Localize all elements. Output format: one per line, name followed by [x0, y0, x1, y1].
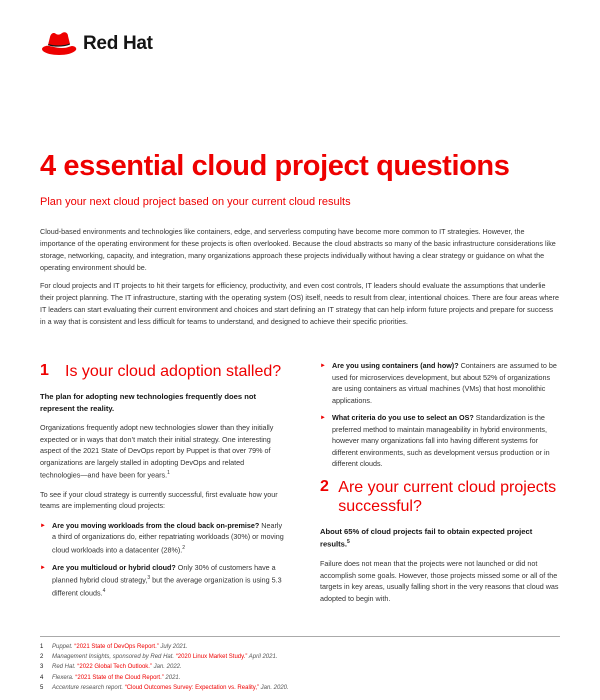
footnote-link[interactable]: “2021 State of DevOps Report.” [74, 644, 159, 650]
footnote: 5 Accenture research report. “Cloud Outcomes Survey: Expectation vs. Reality,” Jan. 2020. [40, 684, 289, 691]
list-item: ► Are you moving workloads from the cloud back on-premise? Nearly a third of organizations do, either repatriating workloads (30%) or moving cloud workloads into a datacenter (28%).$^2$ [40, 520, 284, 555]
footnote-ref: 5 [347, 539, 350, 545]
intro-paragraph: For cloud projects and IT projects to hit their targets for efficiency, productivity, and even cost controls, IT leaders should evaluate the assumptions that underlie their project planning. The IT infrastructure, starting with the operating system (OS) itself, needs to result from clear, intentional choices. There are four areas where IT leaders can start evaluating their current environment and choices and start defining an IT strategy that can help inform future projects and prepare for success in a way that is consistent and less difficult for teams to understand, and designed to achieve their specific priorities. [40, 281, 559, 326]
section-number: 2 [320, 477, 329, 495]
footnote: 2 Management Insights, sponsored by Red Hat. “2020 Linux Market Study.” April 2021. [40, 654, 278, 661]
bullet-icon: ► [320, 415, 326, 421]
bullet-list [40, 520, 285, 599]
footnote-ref: 2 [182, 544, 186, 551]
footnote-ref: 1 [167, 470, 170, 476]
bullet-icon: ► [320, 363, 326, 369]
section-paragraph: To see if your cloud strategy is currently successful, first evaluate how your teams are implementing cloud projects: [40, 489, 278, 511]
footnote: 1 Puppet. “2021 State of DevOps Report.” July 2021. [40, 644, 188, 650]
section-1 [40, 362, 285, 605]
page-subtitle: Plan your next cloud project based on your current cloud results [40, 196, 351, 208]
section-paragraph: Organizations frequently adopt new technologies slower than they initially expected or in ways that don’t match their initial strategy. One interesting aspect of the 2021 State of DevOps report by Puppet is that over 79% of organizations are largely stalled in adopting DevOps and related technologies—and have been for years.$^1$ [40, 423, 274, 480]
list-item: ► Are you using containers (and how)? Containers are assumed to be used for microservices development, but about 52% of organizations are using containers as virtual machines (VMs) that host monolithic applications. [320, 361, 557, 405]
footnote: 4 Flexera. “2021 State of the Cloud Report.” 2021. [40, 674, 181, 681]
footnote-link[interactable]: “Cloud Outcomes Survey: Expectation vs. Reality,” [124, 684, 259, 691]
bullet-icon: ► [40, 522, 46, 529]
section-title: Are your current cloud projects successful? [338, 478, 557, 515]
footnote-link[interactable]: “2022 Global Tech Outlook.” [77, 664, 152, 671]
footnote-link[interactable]: “2020 Linux Market Study.” [175, 654, 248, 661]
red-hat-logo-icon [40, 30, 78, 58]
intro-text [40, 226, 560, 334]
section-paragraph: Failure does not mean that the projects were not launched or did not accomplish some goals. However, those projects missed some or all of the targets in key areas, usually falling short in the very reasons that cloud was adopted to begin with. [320, 559, 559, 603]
red-hat-logo [40, 30, 153, 58]
intro-paragraph: Cloud-based environments and technologies like containers, edge, and serverless computing have become more common to IT strategies. However, the importance of the operating environment for these projects is often overlooked. Because the cloud abstracts so many of the basic infrastructure considerations like storage, networking, capacity, and integration, many organizations approach these projects individually without having a clear strategy or guidance on what the operating environment should be. [40, 227, 556, 272]
section-1-heading [40, 362, 285, 381]
section-number: 1 [40, 362, 49, 379]
footnotes [40, 636, 560, 693]
list-item: ► What criteria do you use to select an OS? Standardization is the preferred method to maintain manageability in hybrid environments, however many organizations fall into having different systems for different environments, such as development versus production or in different clouds. [320, 413, 550, 468]
page-title: 4 essential cloud project questions [40, 150, 510, 182]
footnote-ref: 4 [102, 588, 106, 595]
footnote-ref: 3 [147, 575, 151, 582]
bullet-list [320, 360, 562, 470]
section-2-heading [320, 478, 562, 516]
bullet-icon: ► [40, 564, 46, 571]
section-lead: The plan for adopting new technologies frequently does not represent the reality. [40, 392, 257, 413]
section-lead: About 65% of cloud projects fail to obtain expected project results.$^5$ [320, 526, 533, 549]
list-item: ► Are you multicloud or hybrid cloud? Only 30% of customers have a planned hybrid cloud strategy,$^3$ but the average organization is using 5.3 different clouds.$^4$ [40, 562, 282, 598]
footnote: 3 Red Hat. “2022 Global Tech Outlook.” Jan. 2022. [40, 664, 182, 671]
brand-name: Red Hat [83, 33, 153, 54]
footnote-link[interactable]: “2021 State of the Cloud Report.” [75, 674, 164, 681]
section-title: Is your cloud adoption stalled? [65, 363, 282, 380]
right-column [320, 360, 562, 612]
